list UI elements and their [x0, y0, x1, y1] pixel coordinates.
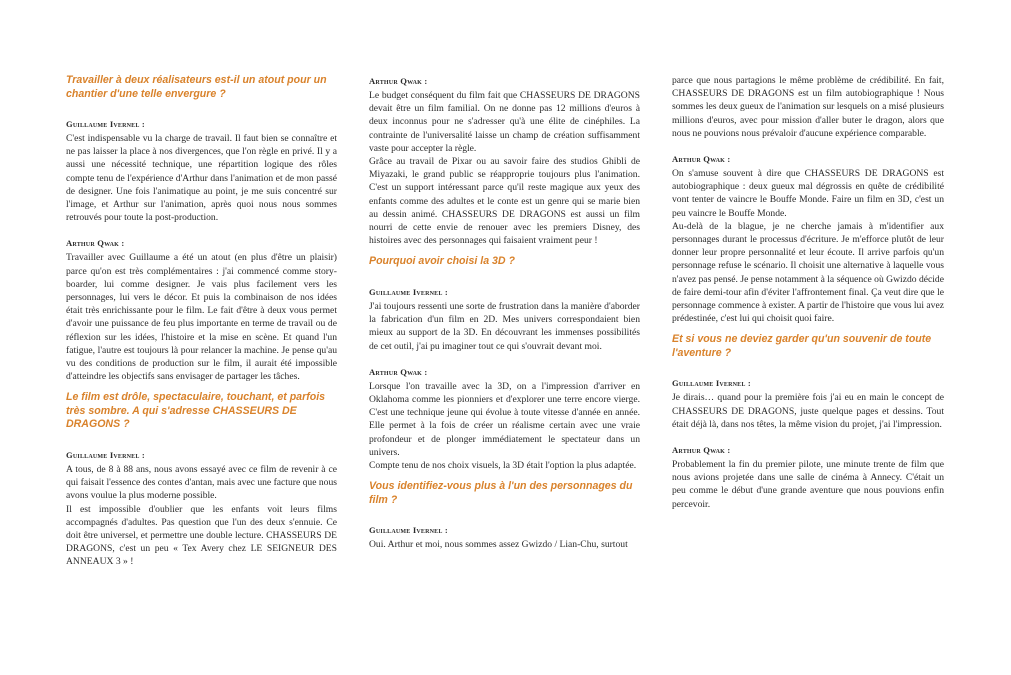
speaker-name: Guillaume Ivernel :: [66, 119, 145, 129]
question-heading: Travailler à deux réalisateurs est-il un atout pour un chantier d'une telle envergure ?: [66, 74, 327, 100]
answer-paragraph: Travailler avec Guillaume a été un atout (en plus d'être un plaisir) parce qu'on est très complémentaires : j'ai commencé comme story-boarder, lui comme designer. Je vais plus facilement vers les personnages, lui vers le décor. Et puis la combinaison de nos idées était très enrichissante pour le film. Le fait d'être à deux vous permet d'avoir une puissance de feu plus importante en terme de travail ou de réflexion sur les idées, l'histoire et la mise en scène. Et quand l'un fatigue, l'autre est toujours là pour relancer la machine. Je pense qu'au vu des conditions de production sur le film, il aurait été impossible d'atteindre les objectifs sans envisager de partager les tâches.: [66, 252, 337, 383]
answer-paragraph: Je dirais… quand pour la première fois j'ai eu en main le concept de CHASSEURS DE DRAGONS, juste quelque pages et dessins. Tout était déjà là, dans nos têtes, la même vision du projet, j'ai l'impression.: [672, 392, 944, 430]
answer-paragraph: parce que nous partagions le même problème de crédibilité. En fait, CHASSEURS DE DRAGONS est un film autobiographique ! Nous sommes les deux gueux de l'animation sur lesquels on a misé plusieurs millions d'euros, avec pour mission d'aller buter le dragon, alors que nous ne pouvions nous prévaloir d'aucune expérience comparable.: [672, 75, 944, 139]
answer-paragraph: Probablement la fin du premier pilote, une minute trente de film que nous avions projetée dans une salle de cinéma à Annecy. C'était un peu comme le début d'une grande aventure que nous pouvions enfin percevoir.: [672, 459, 944, 510]
question-heading: Le film est drôle, spectaculaire, touchant, et parfois très sombre. A qui s'adresse CHASSEURS DE DRAGONS ?: [66, 391, 326, 431]
answer-paragraph: Oui. Arthur et moi, nous sommes assez Gwizdo / Lian-Chu, surtout: [369, 539, 628, 551]
answer-paragraph: A tous, de 8 à 88 ans, nous avons essayé avec ce film de revenir à ce qui faisait l'essence des contes d'antan, mais avec une facture que nous avons voulue la plus moderne possible.: [66, 463, 337, 502]
answer-paragraph: Il est impossible d'oublier que les enfants voit leurs films accompagnés d'adultes. Pas question que l'un des deux s'ennuie. Ce doit être universel, et permettre une double lecture. CHASSEURS DE DRAGONS, c'est un peu « Tex Avery chez LE SEIGNEUR DES ANNEAUX 3 » !: [66, 503, 337, 568]
column-1: [66, 74, 337, 569]
speaker-name: Arthur Qwak :: [66, 238, 125, 249]
answer-paragraph: Grâce au travail de Pixar ou au savoir faire des studios Ghibli de Miyazaki, le grand public se réapproprie toujours plus l'animation. C'est un support intéressant parce qu'il reste magique aux yeux des enfants comme des adultes et le conte est un genre qui se marie bien au dessin animé. CHASSEURS DE DRAGONS est aussi un film nourri de cette envie de renouer avec les premiers Disney, des histoires avec des personnages qui faisaient vraiment peur !: [369, 156, 640, 247]
speaker-name: Arthur Qwak :: [672, 154, 731, 165]
speaker-name: Guillaume Ivernel :: [66, 449, 145, 460]
speaker-name: Arthur Qwak :: [369, 76, 428, 86]
speaker-name: Arthur Qwak :: [672, 445, 731, 456]
question-heading: Vous identifiez-vous plus à l'un des personnages du film ?: [369, 480, 633, 506]
speaker-name: Arthur Qwak :: [369, 366, 428, 377]
speaker-name: Guillaume Ivernel :: [369, 525, 448, 536]
answer-paragraph: J'ai toujours ressenti une sorte de frustration dans la manière d'aborder la fabrication d'un film en 2D. Mes univers correspondaient bien mieux au support de la 3D. En découvrant les immenses possibilités de cet outil, j'ai pu imaginer tout ce qui s'ouvrait devant moi.: [369, 300, 640, 352]
question-heading: Pourquoi avoir choisi la 3D ?: [369, 255, 515, 268]
answer-paragraph: On s'amuse souvent à dire que CHASSEURS DE DRAGONS est autobiographique : deux gueux mal dégrossis en quête de crédibilité vont tenter de vaincre le Bouffe Monde. Faire un film en 3D, c'est un peu vaincre le Bouffe Monde.: [672, 168, 944, 219]
answer-paragraph: Au-delà de la blague, je ne cherche jamais à m'identifier aux personnages durant le processus d'écriture. Je m'efforce plutôt de leur donner leur propre personnalité et leur écoute. Il arrive parfois qu'un personnage refuse le scénario. Il choisit une alternative à laquelle vous n'avez pas pensé. Je pense notamment à la séquence où Gwizdo décide de faire demi-tour afin d'éviter l'affrontement final. Ça veut dire que le personnage commence à exister. A partir de l'histoire que vous lui avez prédestinée, c'est lui qui choisit quoi faire.: [672, 220, 944, 325]
speaker-name: Guillaume Ivernel :: [369, 286, 448, 297]
column-2: [369, 76, 640, 551]
answer-paragraph: Lorsque l'on travaille avec la 3D, on a l'impression d'arriver en Oklahoma comme les pionniers et d'explorer une terre encore vierge. C'est une technique jeune qui évolue à toute vitesse d'année en année. Elle permet à la fois de créer un réalisme certain avec une vraie profondeur et de plonger immédiatement le spectateur dans un univers.: [369, 380, 640, 458]
speaker-name: Guillaume Ivernel :: [672, 378, 751, 389]
answer-paragraph: Compte tenu de nos choix visuels, la 3D était l'option la plus adaptée.: [369, 459, 637, 471]
question-heading: Et si vous ne deviez garder qu'un souvenir de toute l'aventure ?: [672, 333, 932, 359]
column-3: [672, 74, 944, 511]
answer-paragraph: C'est indispensable vu la charge de travail. Il faut bien se connaître et ne pas laisser la place à nos divergences, que l'on règle en privé. Il y a aussi une nécessité technique, une répartition logique des rôles compte tenu de l'expérience d'Arthur dans l'animation et de mon passé de designer. Une fois l'animatique au point, je me suis concentré sur l'image, et Arthur sur l'animation, après quoi nous nous sommes retrouvés pour toute la post-production.: [66, 133, 337, 224]
answer-paragraph: Le budget conséquent du film fait que CHASSEURS DE DRAGONS devait être un film familial. On ne donne pas 12 millions d'euros à deux inconnus pour ne s'adresser qu'à une élite de cinéphiles. La contrainte de l'universalité laisse un champ de création suffisamment vaste pour accepter la règle.: [369, 90, 640, 154]
